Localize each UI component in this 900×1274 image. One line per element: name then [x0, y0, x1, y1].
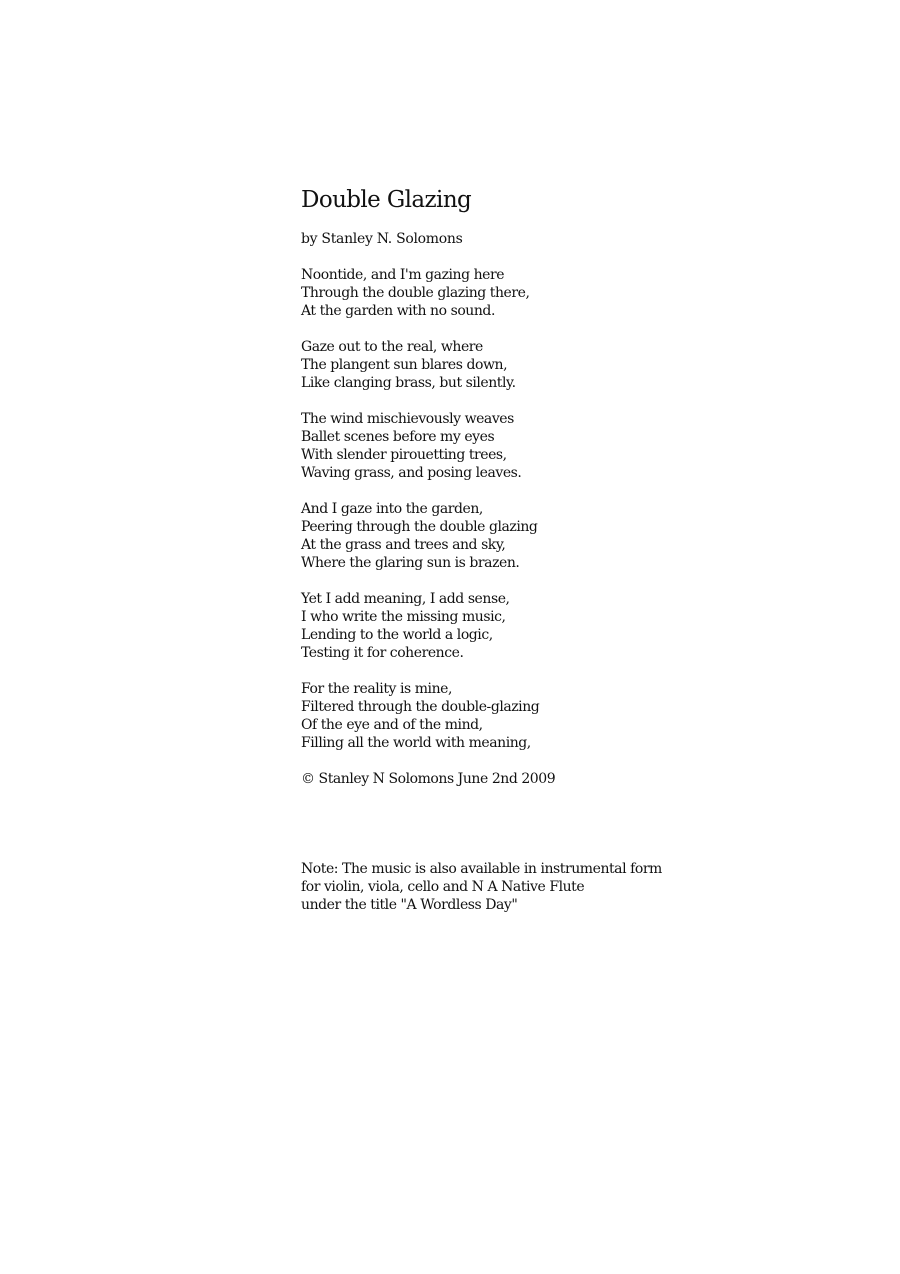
poem-title: Double Glazing — [301, 187, 472, 213]
stanza-6 — [301, 680, 861, 752]
poem-line: The wind mischievously weaves — [301, 411, 514, 427]
poem-line: For the reality is mine, — [301, 681, 452, 697]
poem-line: Lending to the world a logic, — [301, 627, 493, 643]
poem-line: At the grass and trees and sky, — [301, 537, 506, 553]
poem-line: Ballet scenes before my eyes — [301, 429, 495, 445]
stanza-3 — [301, 410, 861, 482]
poem-line: Filling all the world with meaning, — [301, 735, 531, 751]
note-line: under the title "A Wordless Day" — [301, 897, 518, 913]
note-line: Note: The music is also available in instrumental form — [301, 861, 662, 877]
music-note — [301, 860, 861, 914]
copyright-notice: © Stanley N Solomons June 2nd 2009 — [301, 771, 556, 787]
poem-line: Yet I add meaning, I add sense, — [301, 591, 510, 607]
stanza-1 — [301, 266, 861, 320]
stanza-4 — [301, 500, 861, 572]
poem-line: Waving grass, and posing leaves. — [301, 465, 522, 481]
poem-line: Peering through the double glazing — [301, 519, 538, 535]
poem-author: by Stanley N. Solomons — [301, 231, 463, 247]
poem-line: And I gaze into the garden, — [301, 501, 483, 517]
poem-line: Noontide, and I'm gazing here — [301, 267, 505, 283]
poem-line: Gaze out to the real, where — [301, 339, 483, 355]
stanza-5 — [301, 590, 861, 662]
poem-line: At the garden with no sound. — [301, 303, 495, 319]
poem-line: Like clanging brass, but silently. — [301, 375, 516, 391]
stanza-2 — [301, 338, 861, 392]
poem-line: Of the eye and of the mind, — [301, 717, 483, 733]
poem-line: Through the double glazing there, — [301, 285, 530, 301]
note-line: for violin, viola, cello and N A Native Flute — [301, 879, 585, 895]
poem-line: Filtered through the double-glazing — [301, 699, 540, 715]
poem-page — [301, 184, 861, 914]
poem-line: The plangent sun blares down, — [301, 357, 508, 373]
poem-line: Testing it for coherence. — [301, 645, 464, 661]
poem-line: With slender pirouetting trees, — [301, 447, 507, 463]
poem-line: I who write the missing music, — [301, 609, 506, 625]
poem-line: Where the glaring sun is brazen. — [301, 555, 520, 571]
